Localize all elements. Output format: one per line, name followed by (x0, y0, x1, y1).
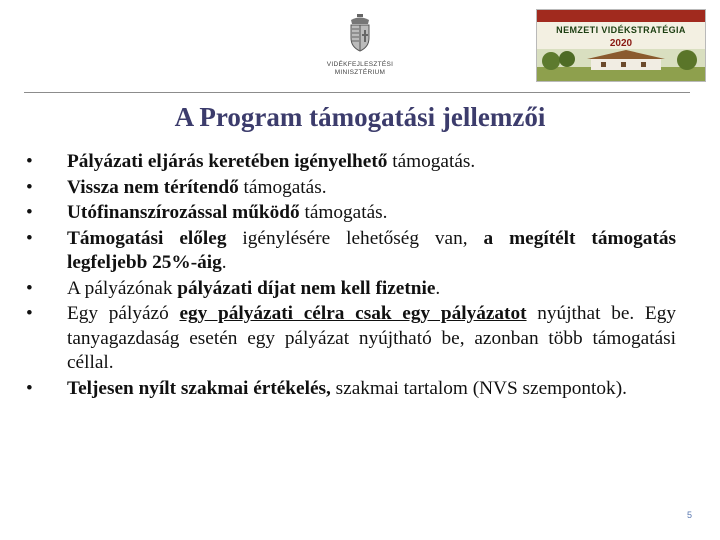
bullet-text (67, 277, 676, 302)
bullet-text-run: Utófinanszírozással működő (67, 202, 300, 223)
header-divider (24, 92, 690, 93)
bullet-marker: • (26, 277, 33, 299)
bullet-text-run: Pályázati eljárás keretében igényelhető (67, 151, 388, 172)
bullet-item (24, 201, 676, 226)
bullet-marker: • (26, 151, 33, 172)
bullet-item (24, 176, 676, 201)
bullet-text (67, 302, 676, 376)
bullet-text (67, 201, 676, 226)
bullet-marker: • (26, 202, 33, 223)
banner-year: 2020 (609, 38, 633, 49)
ministry-name-line1: VIDÉKFEJLESZTÉSI (326, 61, 394, 68)
bullet-marker: • (26, 227, 33, 249)
hungarian-coat-of-arms-icon (347, 14, 373, 52)
bullet-text-run: támogatás. (299, 202, 388, 223)
bullet-text-run: Támogatási előleg (67, 227, 227, 249)
bullet-text-run: igénylésére lehetőség van, (226, 227, 484, 249)
bullet-item (24, 227, 676, 276)
banner-title: NEMZETI VIDÉKSTRATÉGIA (556, 25, 686, 35)
slide-title: A Program támogatási jellemzői (174, 102, 546, 132)
bullet-text-run: támogatás. (387, 151, 476, 172)
bullet-text-run: támogatás. (238, 176, 327, 198)
bullet-text (67, 377, 676, 402)
bullet-marker: • (26, 377, 33, 399)
bullet-list (24, 150, 676, 402)
strategy-banner (536, 9, 706, 82)
bullet-text-run: Egy pályázó (67, 303, 180, 324)
bullet-item (24, 277, 676, 302)
bullet-marker: • (26, 303, 33, 324)
bullet-item (24, 377, 676, 402)
bullet-text-run: szakmai tartalom (NVS szempontok). (330, 377, 627, 399)
banner-strip (537, 10, 705, 22)
bullet-marker: • (26, 176, 33, 198)
bullet-text-run: egy pályázati célra csak egy pályázatot (179, 303, 527, 324)
bullet-text-run: pályázati díjat nem kell fizetnie (177, 277, 436, 299)
farmhouse-landscape-image (537, 49, 705, 81)
bullet-item (24, 302, 676, 376)
ministry-name-line2: MINISZTÉRIUM (334, 69, 386, 76)
bullet-item (24, 150, 676, 175)
bullet-text-run: Vissza nem térítendő (67, 176, 239, 198)
bullet-text-run: a megítélt támogatás legfeljebb 25%-áig (67, 227, 677, 273)
bullet-text-run: Teljesen nyílt szakmai értékelés, (67, 377, 331, 399)
bullet-text-run: A pályázónak (67, 277, 178, 299)
bullet-text (67, 150, 676, 175)
bullet-text (67, 176, 676, 201)
bullet-text-run: . (221, 252, 227, 273)
ministry-logo (310, 14, 410, 84)
page-number: 5 (686, 510, 692, 520)
bullet-text (67, 227, 676, 276)
bullet-text-run: nyújthat be. Egy tanyagazdaság esetén egy pályázat nyújtható be, azonban több támogatási céllal. (67, 303, 676, 373)
bullet-text-run: . (435, 277, 441, 299)
